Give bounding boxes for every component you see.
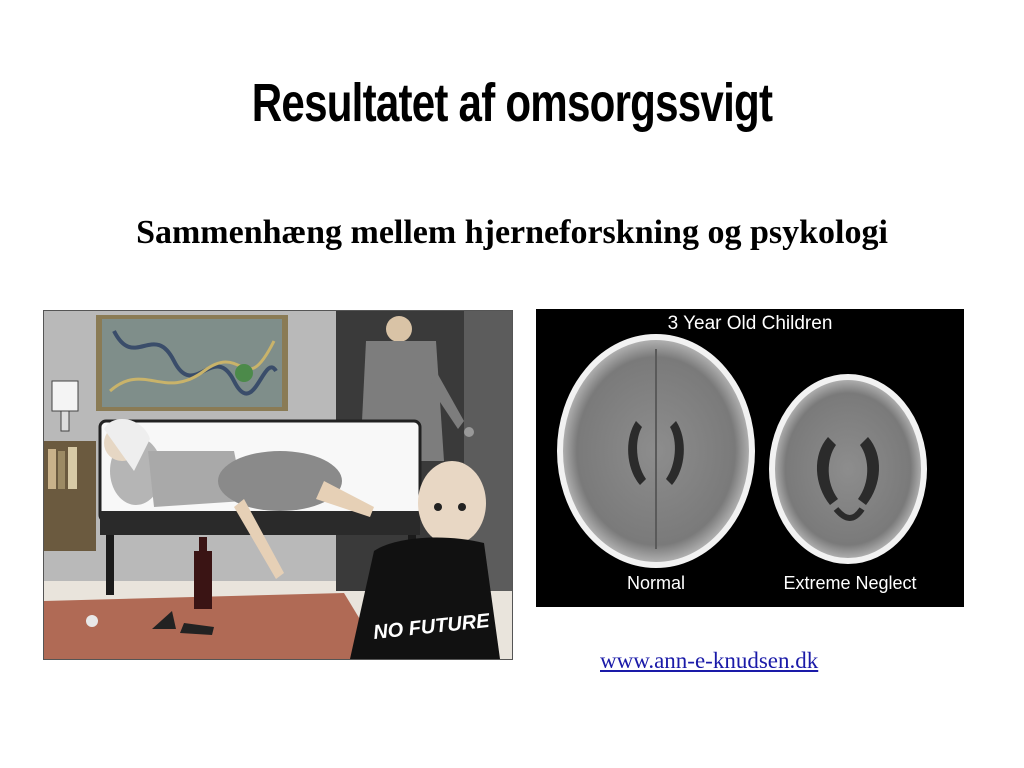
- wine-glass: [86, 615, 98, 627]
- cartoon-drawing: [44, 311, 512, 659]
- shirt-text: NO FUTURE: [372, 609, 491, 644]
- wine-bottle: [194, 551, 212, 609]
- slide-subtitle: Sammenhæng mellem hjerneforskning og psykologi: [136, 214, 888, 251]
- neglect-brain-scan: [772, 377, 924, 561]
- ct-scan-comparison: [536, 309, 964, 607]
- ct-label-neglect: Extreme Neglect: [783, 573, 917, 593]
- ct-label-normal: Normal: [626, 573, 685, 593]
- man-figure: [386, 316, 412, 342]
- slide-title: Resultatet af omsorgssvigt: [251, 73, 773, 133]
- ct-scan-drawing: [536, 309, 964, 607]
- ct-title: 3 Year Old Children: [667, 313, 833, 334]
- lamp: [52, 381, 78, 411]
- website-link[interactable]: www.ann-e-knudsen.dk: [600, 648, 819, 673]
- boy-figure: [418, 461, 486, 545]
- neglect-cartoon-illustration: [43, 310, 513, 660]
